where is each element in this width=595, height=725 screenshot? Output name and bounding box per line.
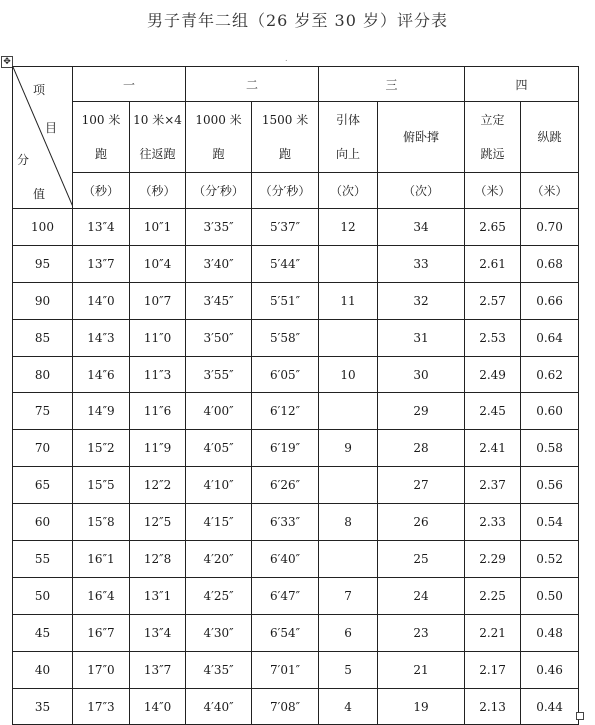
score-cell: 95 [13, 245, 73, 282]
value-cell: 21 [378, 651, 465, 688]
value-cell: 0.64 [521, 319, 579, 356]
value-cell: 2.29 [465, 541, 521, 578]
value-cell: 6′12″ [252, 393, 319, 430]
value-cell: 13″7 [130, 651, 186, 688]
group-header-1: 一 [73, 67, 186, 102]
value-cell: 15″2 [73, 430, 130, 467]
value-cell: 7′01″ [252, 651, 319, 688]
diagonal-header-cell [13, 67, 73, 209]
table-resize-handle[interactable] [576, 712, 584, 720]
value-cell: 2.61 [465, 245, 521, 282]
value-cell: 31 [378, 319, 465, 356]
value-cell: 19 [378, 688, 465, 725]
item-name-header: 10 米×4 往返跑 [130, 102, 186, 173]
score-cell: 45 [13, 614, 73, 651]
value-cell: 6′19″ [252, 430, 319, 467]
value-cell: 32 [378, 282, 465, 319]
score-cell: 85 [13, 319, 73, 356]
value-cell: 6′47″ [252, 577, 319, 614]
value-cell: 4′25″ [186, 577, 252, 614]
item-unit-header: （次） [378, 173, 465, 209]
value-cell: 12″8 [130, 541, 186, 578]
value-cell: 4′35″ [186, 651, 252, 688]
diag-label-value: 值 [33, 187, 46, 201]
value-cell: 0.46 [521, 651, 579, 688]
diag-label-mu: 目 [45, 121, 58, 135]
score-cell: 50 [13, 577, 73, 614]
value-cell: 10″1 [130, 209, 186, 246]
value-cell: 14″6 [73, 356, 130, 393]
value-cell: 5′37″ [252, 209, 319, 246]
value-cell: 11″0 [130, 319, 186, 356]
value-cell: 33 [378, 245, 465, 282]
item-name-header: 1500 米 跑 [252, 102, 319, 173]
value-cell: 26 [378, 504, 465, 541]
value-cell: 11″3 [130, 356, 186, 393]
value-cell: 14″0 [130, 688, 186, 725]
value-cell: 2.41 [465, 430, 521, 467]
value-cell: 2.13 [465, 688, 521, 725]
table-row [13, 541, 579, 578]
value-cell: 14″3 [73, 319, 130, 356]
item-unit-header: （米） [465, 173, 521, 209]
value-cell: 9 [319, 430, 378, 467]
value-cell: 14″9 [73, 393, 130, 430]
value-cell: 0.50 [521, 577, 579, 614]
score-cell: 40 [13, 651, 73, 688]
value-cell: 6′40″ [252, 541, 319, 578]
table-row [13, 504, 579, 541]
item-name-header: 1000 米 跑 [186, 102, 252, 173]
value-cell: 4′05″ [186, 430, 252, 467]
table-row [13, 393, 579, 430]
value-cell: 11″9 [130, 430, 186, 467]
value-cell: 30 [378, 356, 465, 393]
value-cell: 34 [378, 209, 465, 246]
value-cell: 5 [319, 651, 378, 688]
value-cell: 5′51″ [252, 282, 319, 319]
value-cell: 0.60 [521, 393, 579, 430]
value-cell: 6′33″ [252, 504, 319, 541]
value-cell: 13″4 [130, 614, 186, 651]
value-cell: 6′54″ [252, 614, 319, 651]
item-unit-header: （分′秒） [186, 173, 252, 209]
value-cell: 16″7 [73, 614, 130, 651]
value-cell: 2.25 [465, 577, 521, 614]
value-cell: 2.17 [465, 651, 521, 688]
table-row [13, 209, 579, 246]
value-cell: 2.21 [465, 614, 521, 651]
value-cell: 2.65 [465, 209, 521, 246]
table-row [13, 577, 579, 614]
value-cell [319, 319, 378, 356]
table-row [13, 651, 579, 688]
value-cell: 29 [378, 393, 465, 430]
score-cell: 55 [13, 541, 73, 578]
value-cell: 4′00″ [186, 393, 252, 430]
value-cell [319, 393, 378, 430]
value-cell: 12 [319, 209, 378, 246]
value-cell: 0.68 [521, 245, 579, 282]
value-cell: 4′15″ [186, 504, 252, 541]
value-cell: 7′08″ [252, 688, 319, 725]
diag-label-score: 分 [17, 153, 30, 167]
value-cell: 3′55″ [186, 356, 252, 393]
item-name-header: 俯卧撑 [378, 102, 465, 173]
value-cell: 16″1 [73, 541, 130, 578]
value-cell: 2.57 [465, 282, 521, 319]
value-cell: 0.66 [521, 282, 579, 319]
value-cell: 10″7 [130, 282, 186, 319]
value-cell: 0.44 [521, 688, 579, 725]
value-cell: 23 [378, 614, 465, 651]
diag-label-item: 项 [33, 83, 46, 97]
item-unit-header: （分′秒） [252, 173, 319, 209]
table-row [13, 319, 579, 356]
score-cell: 35 [13, 688, 73, 725]
value-cell: 13″1 [130, 577, 186, 614]
value-cell: 15″5 [73, 467, 130, 504]
value-cell: 24 [378, 577, 465, 614]
group-header-2: 二 [186, 67, 319, 102]
value-cell [319, 245, 378, 282]
score-cell: 60 [13, 504, 73, 541]
value-cell: 3′40″ [186, 245, 252, 282]
value-cell: 5′44″ [252, 245, 319, 282]
value-cell: 4′40″ [186, 688, 252, 725]
value-cell: 0.62 [521, 356, 579, 393]
item-name-header: 纵跳 [521, 102, 579, 173]
value-cell: 2.53 [465, 319, 521, 356]
score-cell: 80 [13, 356, 73, 393]
value-cell: 27 [378, 467, 465, 504]
value-cell: 8 [319, 504, 378, 541]
value-cell: 25 [378, 541, 465, 578]
table-row [13, 356, 579, 393]
value-cell: 16″4 [73, 577, 130, 614]
score-cell: 90 [13, 282, 73, 319]
item-name-header: 100 米 跑 [73, 102, 130, 173]
value-cell: 0.52 [521, 541, 579, 578]
score-table [12, 66, 579, 725]
value-cell: 3′50″ [186, 319, 252, 356]
value-cell: 13″7 [73, 245, 130, 282]
value-cell: 4′10″ [186, 467, 252, 504]
value-cell: 13″4 [73, 209, 130, 246]
group-header-4: 四 [465, 67, 579, 102]
value-cell: 10 [319, 356, 378, 393]
value-cell: 4′30″ [186, 614, 252, 651]
value-cell: 3′45″ [186, 282, 252, 319]
value-cell: 0.58 [521, 430, 579, 467]
value-cell: 12″5 [130, 504, 186, 541]
value-cell: 3′35″ [186, 209, 252, 246]
item-unit-header: （次） [319, 173, 378, 209]
value-cell: 6′26″ [252, 467, 319, 504]
group-header-3: 三 [319, 67, 465, 102]
value-cell: 15″8 [73, 504, 130, 541]
value-cell: 2.33 [465, 504, 521, 541]
score-cell: 70 [13, 430, 73, 467]
table-row [13, 430, 579, 467]
value-cell: 12″2 [130, 467, 186, 504]
value-cell: 4 [319, 688, 378, 725]
value-cell: 10″4 [130, 245, 186, 282]
score-cell: 65 [13, 467, 73, 504]
value-cell: 5′58″ [252, 319, 319, 356]
value-cell: 6′05″ [252, 356, 319, 393]
value-cell: 17″3 [73, 688, 130, 725]
value-cell: 17″0 [73, 651, 130, 688]
value-cell: 28 [378, 430, 465, 467]
item-unit-header: （秒） [130, 173, 186, 209]
paragraph-mark: . [285, 54, 288, 63]
value-cell: 0.48 [521, 614, 579, 651]
table-move-handle-icon[interactable]: ✥ [1, 56, 13, 68]
value-cell: 2.49 [465, 356, 521, 393]
value-cell: 11 [319, 282, 378, 319]
value-cell: 6 [319, 614, 378, 651]
score-cell: 100 [13, 209, 73, 246]
value-cell: 2.37 [465, 467, 521, 504]
score-cell: 75 [13, 393, 73, 430]
value-cell [319, 541, 378, 578]
table-row [13, 282, 579, 319]
item-name-header: 立定 跳远 [465, 102, 521, 173]
item-unit-header: （秒） [73, 173, 130, 209]
value-cell: 4′20″ [186, 541, 252, 578]
value-cell: 0.54 [521, 504, 579, 541]
value-cell: 11″6 [130, 393, 186, 430]
table-row [13, 467, 579, 504]
item-name-header: 引体 向上 [319, 102, 378, 173]
value-cell: 7 [319, 577, 378, 614]
item-unit-header: （米） [521, 173, 579, 209]
page-title: 男子青年二组（26 岁至 30 岁）评分表 [147, 11, 448, 30]
value-cell: 2.45 [465, 393, 521, 430]
table-row [13, 245, 579, 282]
value-cell: 0.70 [521, 209, 579, 246]
table-row [13, 614, 579, 651]
value-cell: 14″0 [73, 282, 130, 319]
value-cell [319, 467, 378, 504]
value-cell: 0.56 [521, 467, 579, 504]
table-row [13, 688, 579, 725]
